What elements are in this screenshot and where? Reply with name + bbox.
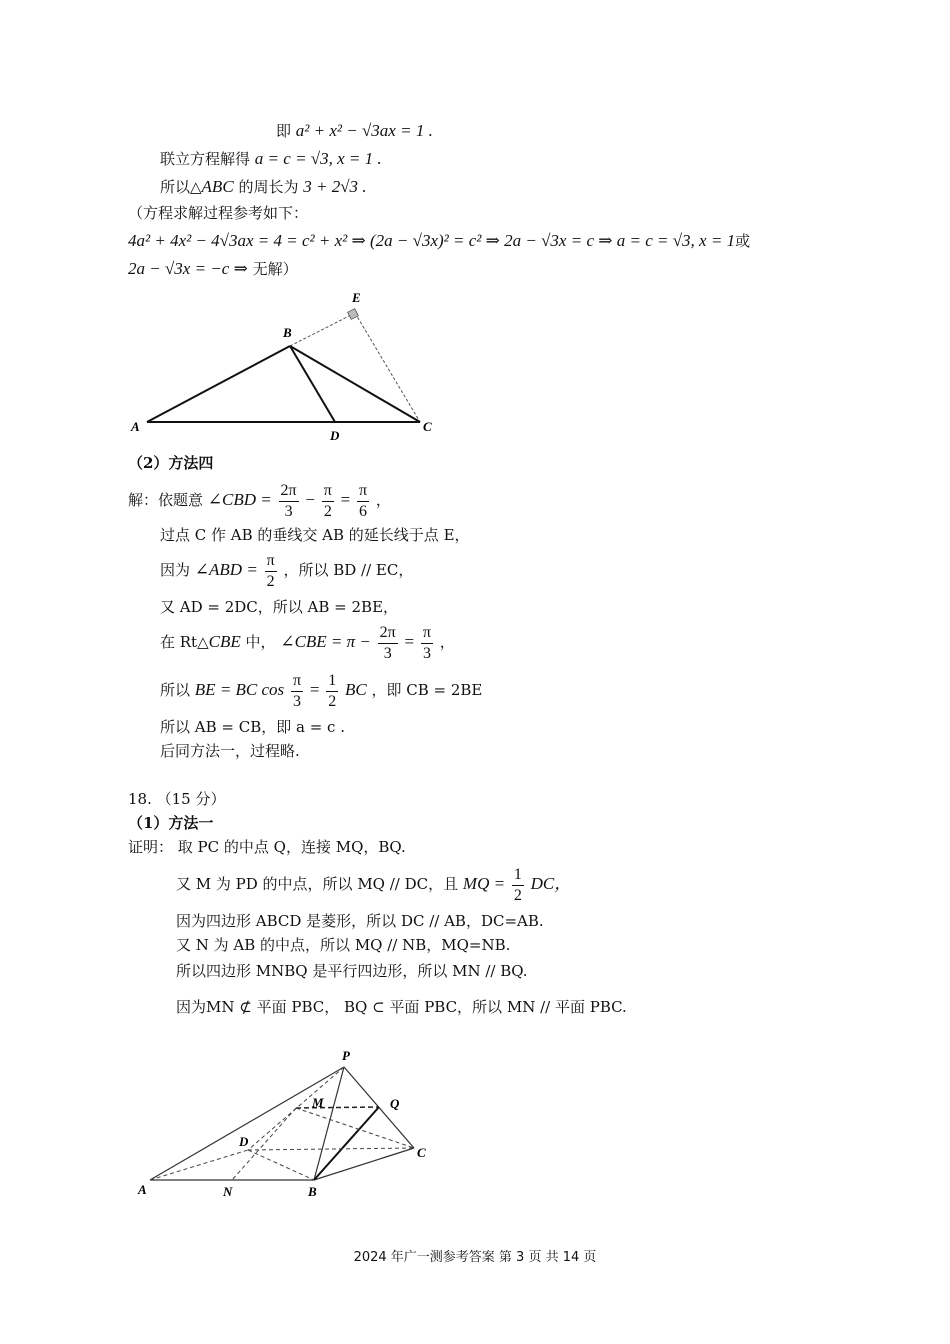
solution-step-8: 后同方法一，过程略.: [160, 742, 300, 760]
math-expression: 2a − √3x = −c ⇒: [128, 259, 248, 278]
denominator: 2: [323, 502, 332, 520]
solution-step-6: [160, 666, 482, 714]
label-Q: Q: [390, 1096, 400, 1111]
solution-step-3: [160, 546, 413, 594]
method-one-heading: （1）方法一: [128, 814, 214, 832]
denominator: 3: [292, 692, 301, 710]
fraction: [291, 671, 303, 712]
numerator: 2π: [279, 481, 299, 502]
math-expression: ∠CBE = π −: [280, 632, 371, 651]
operator: =: [340, 490, 351, 509]
label-E: E: [352, 290, 361, 305]
math-expression: ∠CBD =: [207, 490, 272, 509]
proof-line-1: 证明： 取 PC 的中点 Q，连接 MQ，BQ.: [128, 838, 406, 856]
proof-line-4: 又 N 为 AB 的中点，所以 MQ // NB，MQ=NB.: [176, 936, 511, 954]
reference-note: （方程求解过程参考如下：: [128, 204, 309, 222]
fraction: [265, 551, 277, 592]
math-expression: a = c = √3, x = 1 .: [254, 149, 382, 168]
label-A: A: [131, 419, 140, 434]
text-mid: 中，: [245, 633, 276, 651]
proof-line-5: 所以四边形 MNBQ 是平行四边形，所以 MN // BQ.: [176, 962, 528, 980]
text-tail: ，: [375, 491, 391, 509]
pyramid-figure: [128, 1040, 448, 1210]
math-expression: ∠ABD =: [194, 560, 258, 579]
text-tail: DC，: [530, 874, 572, 893]
equation-line-1: [276, 120, 433, 142]
derivation-line-1: [128, 230, 750, 252]
question-18-title: 18. （15 分）: [128, 790, 226, 808]
denominator: 2: [328, 692, 337, 710]
operator: =: [309, 680, 320, 699]
edge-DC: [248, 1148, 414, 1150]
text-tail: 或: [735, 232, 751, 250]
text-prefix: 即: [276, 122, 292, 140]
solve-result-line: [160, 148, 382, 170]
edge-BD: [248, 1150, 314, 1180]
solution-step-2: 过点 C 作 AB 的垂线交 AB 的延长线于点 E，: [160, 526, 470, 544]
triangle-name: CBE: [208, 632, 241, 651]
segment-BD: [290, 346, 335, 422]
text-prefix: 在 Rt△: [160, 633, 209, 651]
label-M: M: [312, 1095, 324, 1110]
solution-step-1: [128, 476, 391, 524]
solution-step-7: 所以 AB = CB，即 a = c .: [160, 718, 345, 736]
triangle-figure: [120, 282, 450, 447]
segment-AB: [147, 346, 290, 422]
math-expression: BC: [344, 680, 367, 699]
numerator: π: [322, 481, 334, 502]
method-four-heading: （2）方法四: [128, 454, 214, 472]
denominator: 3: [383, 644, 392, 662]
fraction: [357, 481, 369, 522]
label-B: B: [283, 325, 292, 340]
denominator: 6: [359, 502, 368, 520]
numerator: 1: [326, 671, 338, 692]
numerator: π: [357, 481, 369, 502]
label-A: A: [138, 1182, 147, 1197]
text-tail: ，: [439, 633, 455, 651]
page-footer: 2024 年广一测参考答案 第 3 页 共 14 页: [353, 1250, 597, 1265]
derivation-line-2: [128, 258, 298, 280]
denominator: 2: [513, 886, 522, 904]
math-expression: BE = BC cos: [194, 680, 285, 699]
text-tail: ，所以 BD // EC，: [283, 561, 414, 579]
triangle-name: ABC: [201, 177, 234, 196]
text-tail: ，即 CB = 2BE: [371, 681, 483, 699]
text-prefix: 解：依题意: [128, 491, 204, 509]
proof-line-6: 因为MN ⊄ 平面 PBC， BQ ⊂ 平面 PBC，所以 MN // 平面 PBC.: [176, 998, 627, 1016]
label-B: B: [308, 1184, 317, 1199]
math-expression: 4a² + 4x² − 4√3ax = 4 = c² + x² ⇒ (2a − √3x)² = c² ⇒ 2a − √3x = c ⇒ a = c = √3, x = 1: [128, 231, 736, 250]
segment-BE: [290, 313, 355, 346]
text-prefix: 联立方程解得: [160, 150, 251, 168]
text-prefix: 因为: [160, 561, 191, 579]
denominator: 3: [284, 502, 293, 520]
numerator: 1: [512, 865, 524, 886]
text-tail: 无解）: [252, 260, 298, 278]
numerator: 2π: [378, 623, 398, 644]
math-expression: 3 + 2√3 .: [303, 177, 367, 196]
numerator: π: [291, 671, 303, 692]
denominator: 2: [266, 572, 275, 590]
text-mid: 的周长为: [238, 178, 299, 196]
denominator: 3: [422, 644, 431, 662]
segment-EC: [355, 313, 420, 422]
solution-step-4: 又 AD = 2DC，所以 AB = 2BE，: [160, 598, 399, 616]
fraction: [378, 623, 398, 664]
label-D: D: [330, 428, 340, 443]
proof-line-2: [176, 860, 571, 908]
proof-line-3: 因为四边形 ABCD 是菱形，所以 DC // AB，DC=AB.: [176, 912, 544, 930]
perimeter-line: [160, 176, 367, 198]
right-angle-mark: [348, 309, 359, 320]
fraction: [421, 623, 433, 664]
fraction: [326, 671, 338, 712]
label-C: C: [417, 1145, 426, 1160]
edge-AD: [150, 1150, 248, 1180]
fraction: [279, 481, 299, 522]
label-C: C: [423, 419, 432, 434]
math-expression: MQ =: [462, 874, 506, 893]
operator: =: [404, 632, 415, 651]
text-prefix: 所以△: [160, 178, 202, 196]
math-expression: a² + x² − √3ax = 1 .: [295, 121, 433, 140]
fraction: [322, 481, 334, 522]
label-D: D: [239, 1134, 249, 1149]
numerator: π: [265, 551, 277, 572]
solution-step-5: [160, 618, 455, 666]
edge-MQ: [296, 1107, 379, 1108]
text-prefix: 又 M 为 PD 的中点，所以 MQ // DC，且: [176, 875, 459, 893]
fraction: [512, 865, 524, 906]
label-P: P: [342, 1048, 350, 1063]
label-N: N: [223, 1184, 233, 1199]
text-prefix: 所以: [160, 681, 191, 699]
numerator: π: [421, 623, 433, 644]
operator: −: [305, 490, 315, 509]
segment-BC: [290, 346, 420, 422]
